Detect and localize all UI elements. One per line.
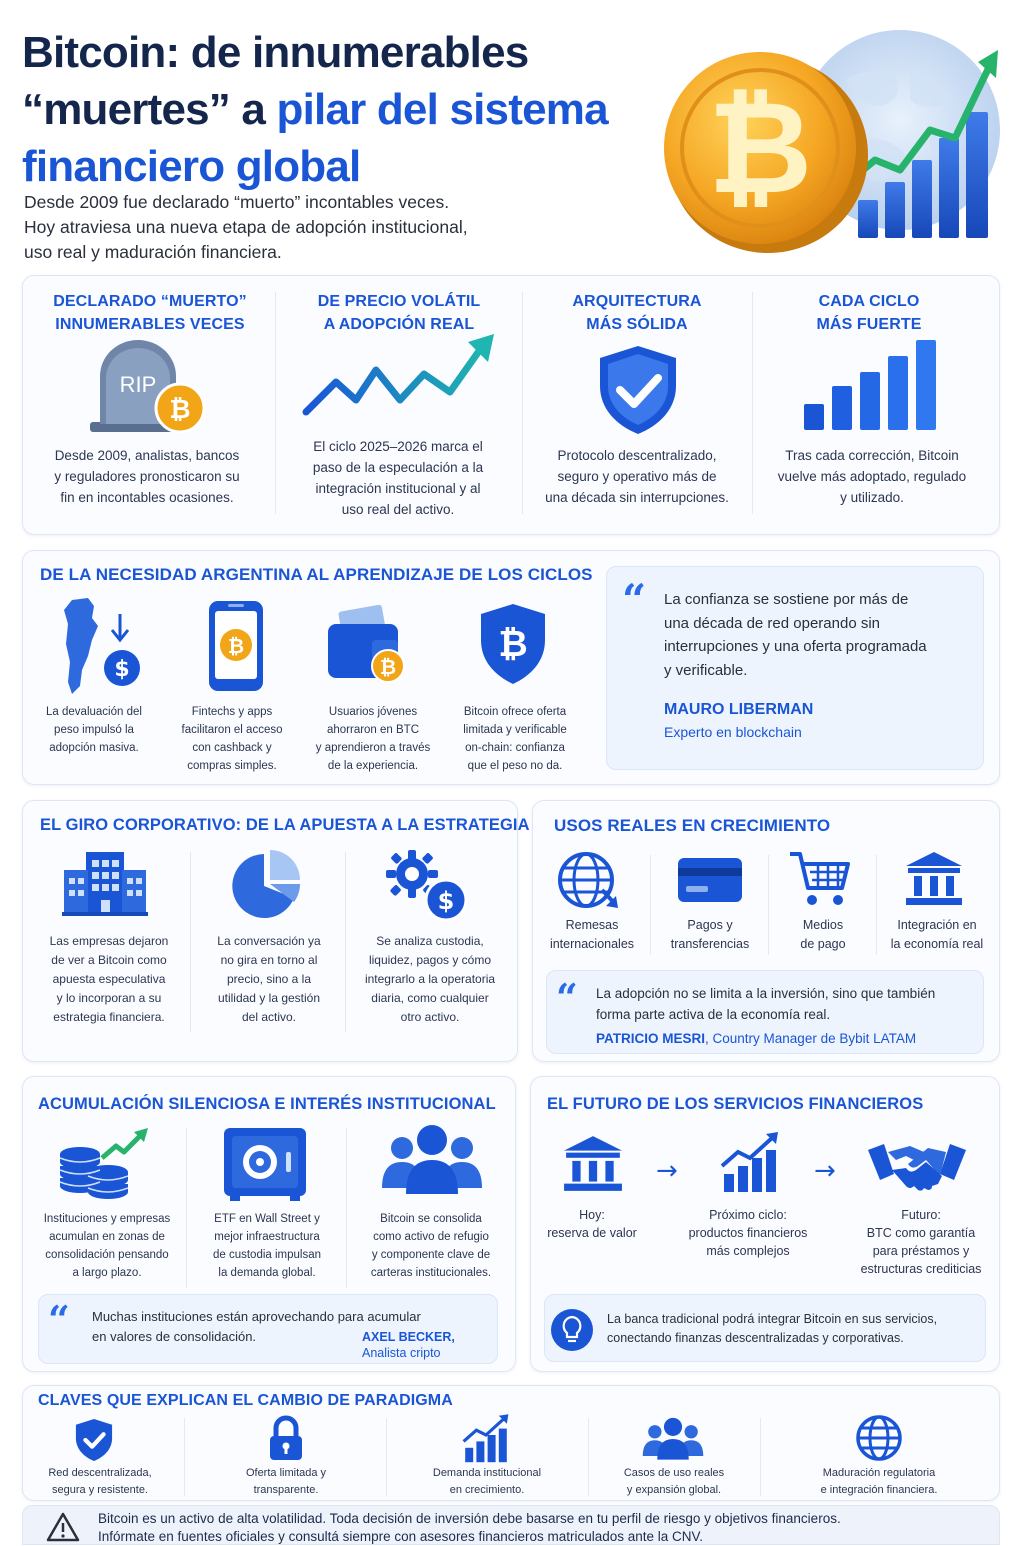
warning-triangle-icon	[46, 1512, 80, 1542]
quote-mark-icon: “	[556, 975, 578, 1020]
svg-text:₿: ₿	[379, 655, 397, 679]
argentina-section-title: DE LA NECESIDAD ARGENTINA AL APRENDIZAJE DE LOS CICLOS	[40, 565, 593, 584]
argentina-text-fintechs: Fintechs y apps facilitaron el acceso con cashback y compras simples.	[181, 706, 283, 772]
bank-icon	[904, 850, 964, 908]
growth-chart-icon	[720, 1132, 780, 1194]
uses-text-real-economy: Integración en la economía real	[890, 918, 984, 951]
keys-text-use-cases: Casos de uso reales y expansión global.	[623, 1467, 725, 1496]
svg-text:₿: ₿	[227, 634, 245, 658]
uses-text-means-of-payment: Medios de pago	[800, 918, 846, 951]
becker-role: Analista cripto	[362, 1346, 441, 1360]
disclaimer-line: Bitcoin es un activo de alta volatilidad. Toda decisión de inversión debe basarse en tu perfil de riesgo y objetivos financieros.	[98, 1511, 841, 1526]
lightbulb-icon	[550, 1308, 594, 1352]
future-text-today: Hoy: reserva de valor	[547, 1208, 637, 1240]
disclaimer-line: Infórmate en fuentes oficiales y consultá siempre con asesores financieros matriculados ante la CNV.	[98, 1529, 704, 1544]
growth-chart-icon	[462, 1414, 510, 1464]
shield-check-icon	[596, 344, 680, 436]
svg-text:RIP: RIP	[119, 372, 157, 397]
quote-mark-icon: “	[622, 575, 647, 624]
corporate-text-conversation: La conversación ya no gira en torno al precio, sino a la utilidad y la gestión del activo.	[217, 934, 321, 1024]
keys-section-title: CLAVES QUE EXPLICAN EL CAMBIO DE PARADIGMA	[38, 1392, 453, 1409]
corporate-text-companies: Las empresas dejaron de ver a Bitcoin como apuesta especulativa y lo incorporan a su estrategia financiera.	[49, 934, 169, 1024]
credit-card-icon	[676, 856, 744, 904]
card-title-declared-dead: DECLARADO “MUERTO” INNUMERABLES VECES	[53, 293, 247, 333]
argentina-text-young-users: Usuarios jóvenes ahorraron en BTC y aprendieron a través de la experiencia.	[315, 706, 431, 772]
argentina-text-devaluation: La devaluación del peso impulsó la adopción masiva.	[46, 706, 142, 754]
future-text-next-cycle: Próximo ciclo: productos financieros más complejos	[688, 1208, 808, 1258]
accumulation-text-institutions: Instituciones y empresas acumulan en zonas de consolidación pensando a largo plazo.	[43, 1213, 171, 1279]
shield-check-icon	[74, 1418, 114, 1462]
globe-arrow-icon	[556, 850, 620, 910]
card-text-volatile-price: El ciclo 2025–2026 marca el paso de la especulación a la integración institucional y al uso real del activo.	[312, 439, 484, 517]
subtitle-line: Hoy atraviesa una nueva etapa de adopción institucional,	[24, 217, 468, 237]
accumulation-text-etf: ETF en Wall Street y mejor infraestructura de custodia impulsan la demanda global.	[212, 1213, 322, 1279]
subtitle-line: Desde 2009 fue declarado “muerto” incontables veces.	[24, 192, 450, 212]
keys-text-regulation: Maduración regulatoria e integración financiera.	[820, 1467, 938, 1496]
keys-text-supply: Oferta limitada y transparente.	[245, 1467, 327, 1496]
liberman-quote-text: La confianza se sostiene por más de una década de red operando sin interrupciones y una oferta programada y verificable.	[664, 591, 927, 679]
title-line-1: Bitcoin: de innumerables	[22, 28, 529, 77]
zigzag-arrow-icon	[300, 330, 500, 420]
argentina-map-peso-icon	[58, 596, 148, 696]
becker-quote-text: Muchas instituciones están aprovechando para acumular en valores de consolidación.	[92, 1309, 421, 1344]
keys-text-network: Red descentralizada, segura y resistente.	[48, 1467, 152, 1496]
page-subtitle	[24, 190, 584, 265]
handshake-icon	[868, 1140, 966, 1198]
tombstone-bitcoin-icon	[88, 340, 208, 436]
corporate-text-custody: Se analiza custodia, liquidez, pagos y cómo integrarlo a la operatoria diaria, como cualquier otro activo.	[364, 934, 496, 1024]
argentina-text-limited-supply: Bitcoin ofrece oferta limitada y verificable on-chain: confianza que el peso no da.	[463, 706, 567, 772]
card-text-declared-dead: Desde 2009, analistas, bancos y reguladores pronosticaron su fin en incontables ocasiones.	[54, 448, 240, 505]
mesri-role: , Country Manager de Bybit LATAM	[705, 1031, 917, 1046]
keys-text-demand: Demanda institucional en crecimiento.	[432, 1467, 542, 1496]
subtitle-line: uso real y maduración financiera.	[24, 242, 282, 262]
svg-text:₿: ₿	[169, 395, 191, 425]
becker-author: AXEL BECKER,	[362, 1330, 455, 1344]
bitcoin-shield-icon	[478, 602, 548, 686]
accumulation-section-title: ACUMULACIÓN SILENCIOSA E INTERÉS INSTITUCIONAL	[38, 1095, 496, 1113]
office-building-icon	[60, 848, 150, 918]
future-arrow-2: →	[814, 1156, 836, 1186]
page-title	[22, 24, 672, 195]
card-title-architecture: ARQUITECTURA MÁS SÓLIDA	[572, 293, 702, 333]
title-line-2a: “muertes” a	[22, 85, 277, 134]
coin-stacks-growth-icon	[58, 1128, 150, 1204]
smartphone-bitcoin-icon	[206, 598, 266, 694]
future-tip-text: La banca tradicional podrá integrar Bitcoin en sus servicios, conectando finanzas descentralizadas y corporativas.	[607, 1312, 938, 1345]
vault-safe-icon	[222, 1126, 308, 1202]
disclaimer-text	[98, 1510, 988, 1546]
mesri-author-line	[596, 1031, 916, 1046]
svg-text:₿: ₿	[498, 624, 528, 665]
svg-text:$: $	[437, 887, 455, 915]
title-line-2	[22, 81, 672, 138]
future-arrow-1: →	[656, 1156, 678, 1186]
card-title-volatile-price: DE PRECIO VOLÁTIL A ADOPCIÓN REAL	[317, 293, 481, 333]
card-text-architecture: Protocolo descentralizado, seguro y operativo más de una década sin interrupciones.	[545, 448, 729, 505]
svg-text:$: $	[114, 657, 130, 682]
rising-bars-icon	[800, 338, 940, 432]
corporate-section-title: EL GIRO CORPORATIVO: DE LA APUESTA A LA ESTRATEGIA	[40, 816, 530, 834]
pie-chart-icon	[230, 850, 306, 920]
liberman-role: Experto en blockchain	[664, 724, 802, 740]
uses-text-remittances: Remesas internacionales	[549, 918, 635, 951]
globe-icon	[855, 1414, 903, 1462]
gears-dollar-icon	[386, 850, 472, 922]
wallet-bitcoin-icon	[326, 604, 406, 686]
shopping-cart-icon	[788, 850, 852, 908]
title-line-3: financiero global	[22, 142, 361, 191]
card-title-stronger-cycle: CADA CICLO MÁS FUERTE	[816, 293, 922, 333]
accumulation-text-refuge: Bitcoin se consolida como activo de refugio y componente clave de carteras institucionales.	[370, 1213, 492, 1279]
people-group-icon	[640, 1416, 706, 1462]
padlock-icon	[268, 1416, 304, 1462]
future-section-title: EL FUTURO DE LOS SERVICIOS FINANCIEROS	[547, 1095, 924, 1113]
mesri-author: PATRICIO MESRI	[596, 1031, 706, 1046]
uses-text-payments: Pagos y transferencias	[670, 918, 750, 951]
uses-section-title: USOS REALES EN CRECIMIENTO	[554, 816, 831, 835]
mesri-quote-text: La adopción no se limita a la inversión, sino que también forma parte activa de la economía real.	[596, 986, 936, 1022]
liberman-author: MAURO LIBERMAN	[664, 701, 814, 718]
people-group-icon	[382, 1122, 482, 1198]
future-text-future: Futuro: BTC como garantía para préstamos y estructuras crediticias	[860, 1208, 982, 1276]
coin-symbol: ₿	[707, 74, 813, 223]
hero-bitcoin-growth-illustration	[660, 20, 1010, 260]
card-text-stronger-cycle: Tras cada corrección, Bitcoin vuelve más adoptado, regulado y utilizado.	[777, 448, 967, 505]
quote-mark-icon: “	[48, 1297, 70, 1342]
bank-icon	[562, 1134, 624, 1194]
title-line-2b: pilar del sistema	[276, 85, 608, 134]
